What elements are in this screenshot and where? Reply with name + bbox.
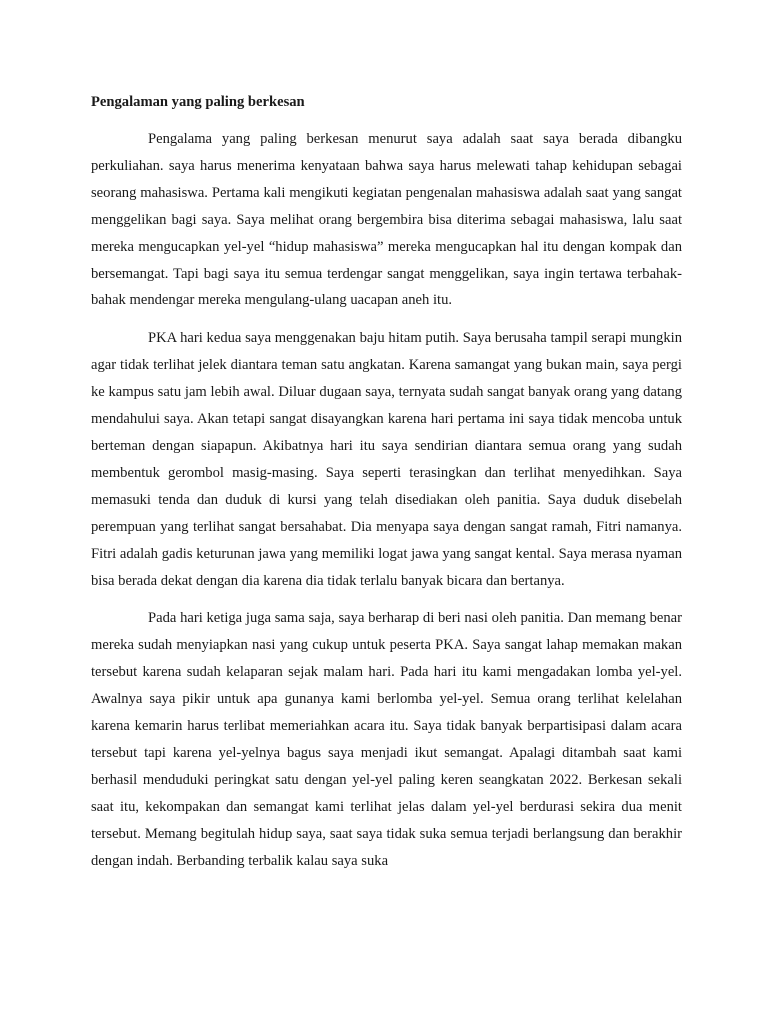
document-title: Pengalaman yang paling berkesan: [91, 94, 305, 110]
paragraph-2: PKA hari kedua saya menggenakan baju hitam putih. Saya berusaha tampil serapi mungkin agar tidak terlihat jelek diantara teman satu angkatan. Karena samangat yang bukan main, saya pergi ke kampus satu jam lebih awal. Diluar dugaan saya, ternyata sudah sangat banyak orang yang datang mendahului saya. Akan tetapi sangat disayangkan karena hari pertama ini saya tidak mencoba untuk berteman dengan siapapun. Akibatnya hari itu saya sendirian diantara semua orang yang sudah membentuk gerombol masig-masing. Saya seperti terasingkan dan terlihat menyedihkan. Saya memasuki tenda dan duduk di kursi yang telah disediakan oleh panitia. Saya duduk disebelah perempuan yang terlihat sangat bersahabat. Dia menyapa saya dengan sangat ramah, Fitri namanya. Fitri adalah gadis keturunan jawa yang memiliki logat jawa yang sangat kental. Saya merasa nyaman bisa berada dekat dengan dia karena dia tidak terlalu banyak bicara dan bertanya.: [91, 330, 682, 589]
paragraph-3: Pada hari ketiga juga sama saja, saya berharap di beri nasi oleh panitia. Dan memang benar mereka sudah menyiapkan nasi yang cukup untuk peserta PKA. Saya sangat lahap memakan makan tersebut karena sudah kelaparan sejak malam hari. Pada hari itu kami mengadakan lomba yel-yel. Awalnya saya pikir untuk apa gunanya kami berlomba yel-yel. Semua orang terlihat kelelahan karena kemarin harus terlibat memeriahkan acara itu. Saya tidak banyak berpartisipasi dalam acara tersebut tapi karena yel-yelnya bagus saya menjadi ikut semangat. Apalagi ditambah saat kami berhasil menduduki peringkat satu dengan yel-yel paling keren seangkatan 2022. Berkesan sekali saat itu, kekompakan dan semangat kami terlihat jelas dalam yel-yel berdurasi sekira dua menit tersebut. Memang begitulah hidup saya, saat saya tidak suka semua terjadi berlangsung dan berakhir dengan indah. Berbanding terbalik kalau saya suka: [91, 610, 682, 869]
paragraph-1: Pengalama yang paling berkesan menurut saya adalah saat saya berada dibangku perkuliahan. saya harus menerima kenyataan bahwa saya harus melewati tahap kehidupan sebagai seorang mahasiswa. Pertama kali mengikuti kegiatan pengenalan mahasiswa adalah saat yang sangat menggelikan bagi saya. Saya melihat orang bergembira bisa diterima sebagai mahasiswa, lalu saat mereka mengucapkan yel-yel “hidup mahasiswa” mereka mengucapkan hal itu dengan kompak dan bersemangat. Tapi bagi saya itu semua terdengar sangat menggelikan, saya ingin tertawa terbahak-bahak mendengar mereka mengulang-ulang uacapan aneh itu.: [91, 131, 682, 309]
